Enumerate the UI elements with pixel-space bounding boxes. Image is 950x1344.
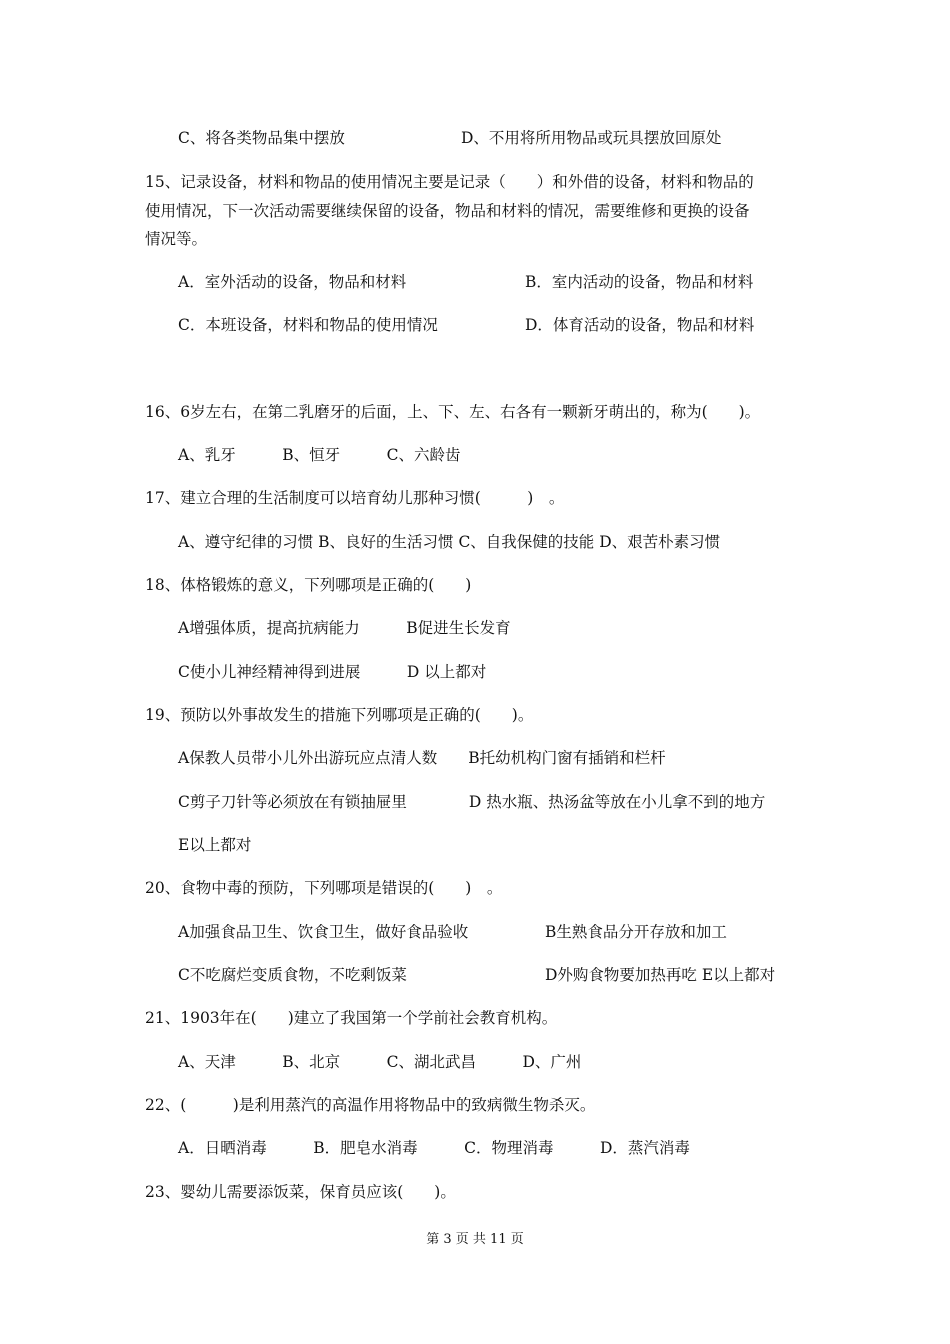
- q20-option-c: C不吃腐烂变质食物，不吃剩饭菜: [178, 966, 407, 984]
- q15-option-a: A．室外活动的设备，物品和材料: [178, 273, 407, 291]
- q21-options: A、天津 B、北京 C、湖北武昌 D、广州: [178, 1053, 582, 1071]
- q18-options-ab: A增强体质，提高抗病能力 B促进生长发育: [178, 619, 511, 637]
- q20-option-de: D外购食物要加热再吃 E以上都对: [545, 966, 776, 984]
- q15-option-c: C．本班设备，材料和物品的使用情况: [178, 316, 438, 334]
- q15-option-d: D．体育活动的设备，物品和材料: [525, 316, 755, 334]
- question-20: 20、食物中毒的预防，下列哪项是错误的( ) 。: [145, 879, 503, 897]
- q15-option-b: B．室内活动的设备，物品和材料: [525, 273, 754, 291]
- question-19: 19、预防以外事故发生的措施下列哪项是正确的( )。: [145, 706, 534, 724]
- page-footer: 第 3 页 共 11 页: [426, 1232, 524, 1247]
- q22-options: A．日晒消毒 B．肥皂水消毒 C．物理消毒 D．蒸汽消毒: [178, 1139, 690, 1157]
- q19-option-e: E以上都对: [178, 836, 252, 854]
- question-21: 21、1903年在( )建立了我国第一个学前社会教育机构。: [145, 1009, 558, 1027]
- q19-options-ab: A保教人员带小儿外出游玩应点清人数 B托幼机构门窗有插销和栏杆: [178, 749, 666, 767]
- q18-options-cd: C使小儿神经精神得到进展 D 以上都对: [178, 663, 487, 681]
- q19-options-cd: C剪子刀针等必须放在有锁抽屉里 D 热水瓶、热汤盆等放在小儿拿不到的地方: [178, 793, 766, 811]
- q14-option-c: C、将各类物品集中摆放: [178, 129, 345, 147]
- q20-option-b: B生熟食品分开存放和加工: [545, 923, 727, 941]
- question-15-line-3: 情况等。: [145, 230, 208, 248]
- question-22: 22、( )是利用蒸汽的高温作用将物品中的致病微生物杀灭。: [145, 1096, 596, 1114]
- question-15-line-2: 使用情况，下一次活动需要继续保留的设备，物品和材料的情况，需要维修和更换的设备: [145, 202, 750, 220]
- q20-option-a: A加强食品卫生、饮食卫生，做好食品验收: [178, 923, 469, 941]
- question-23: 23、婴幼儿需要添饭菜，保育员应该( )。: [145, 1183, 456, 1201]
- question-17: 17、建立合理的生活制度可以培育幼儿那种习惯( ) 。: [145, 489, 565, 507]
- question-16: 16、6岁左右，在第二乳磨牙的后面，上、下、左、右各有一颗新牙萌出的，称为( )。: [145, 403, 761, 421]
- q16-options: A、乳牙 B、恒牙 C、六龄齿: [178, 446, 461, 464]
- question-15-line-1: 15、记录设备，材料和物品的使用情况主要是记录（ ）和外借的设备，材料和物品的: [145, 173, 754, 191]
- q14-option-d: D、不用将所用物品或玩具摆放回原处: [461, 129, 722, 147]
- q17-options: A、遵守纪律的习惯 B、良好的生活习惯 C、自我保健的技能 D、艰苦朴素习惯: [178, 533, 721, 551]
- question-18: 18、体格锻炼的意义，下列哪项是正确的( ): [145, 576, 472, 594]
